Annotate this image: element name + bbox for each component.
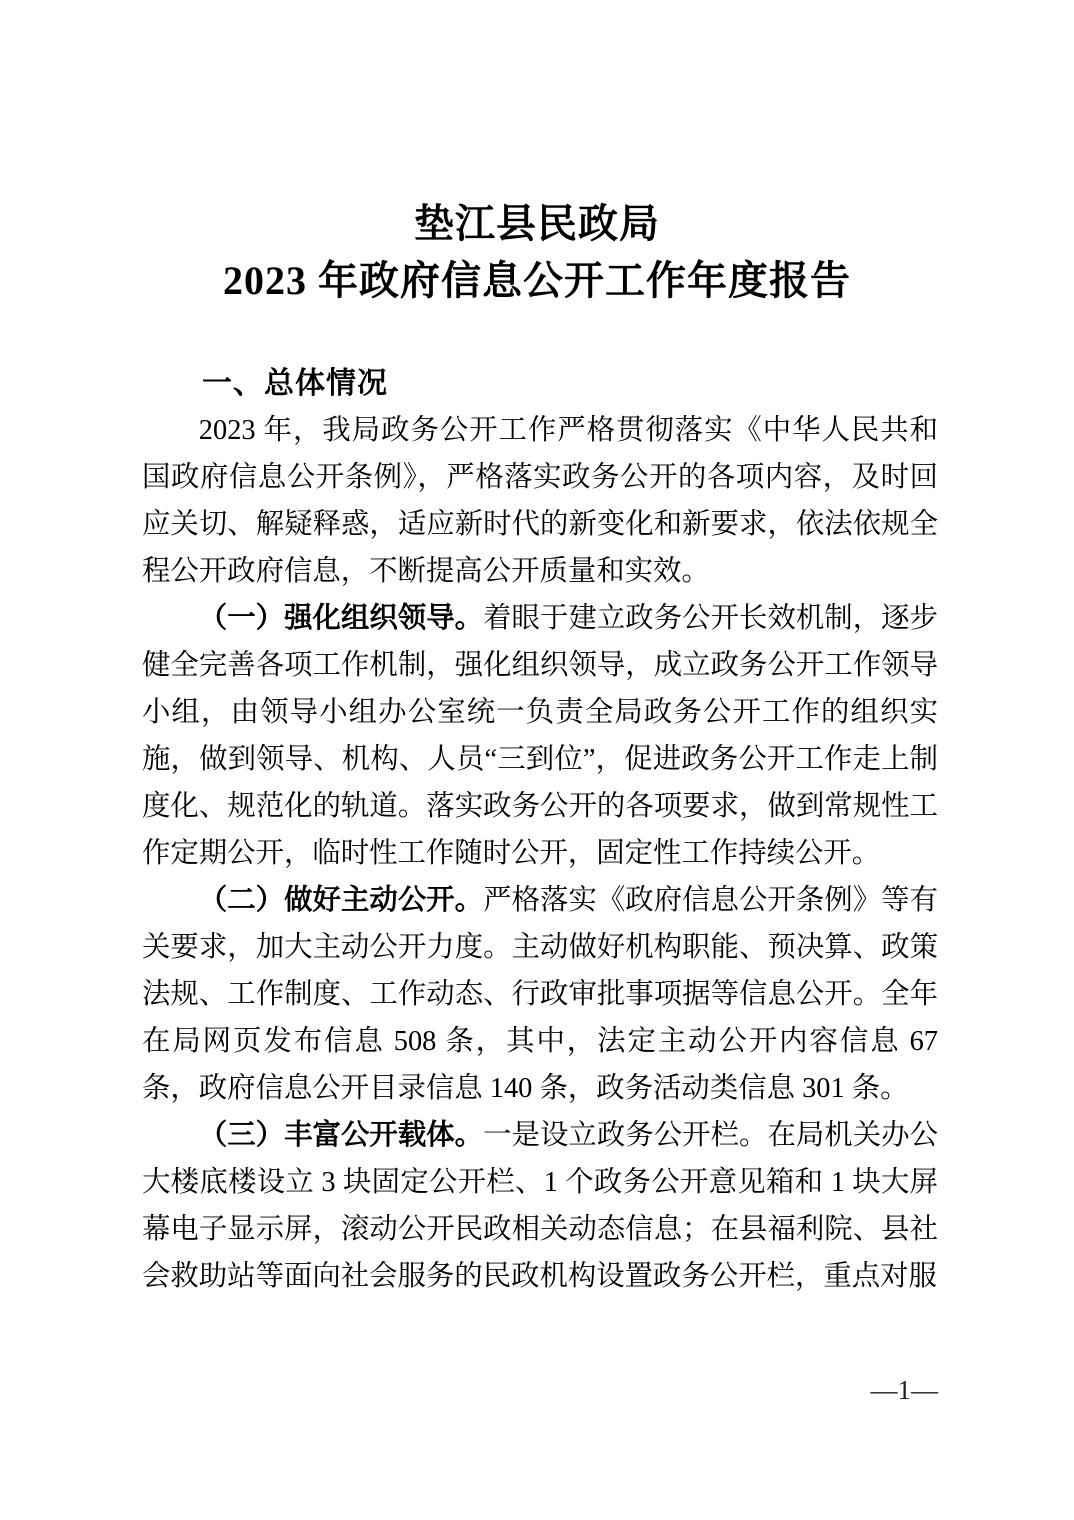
paragraph-lead: （二）做好主动公开。 <box>198 885 484 916</box>
paragraph-disclosure-channels <box>142 1112 938 1300</box>
title-line-1: 垫江县民政局 <box>414 201 660 246</box>
paragraph-overview <box>142 407 938 595</box>
paragraph-lead: （一）强化组织领导。 <box>198 603 484 634</box>
paragraph-proactive-disclosure <box>142 877 938 1112</box>
paragraph-organization <box>142 595 938 877</box>
page-number: —1— <box>870 1375 938 1405</box>
paragraph-text: 严格落实《政府信息公开条例》等有关要求，加大主动公开力度。主动做好机构职能、预决算、政策法规、工作制度、工作动态、行政审批事项据等信息公开。全年在局网页发布信息 508 条，其中，法定主动公开内容信息 67 条，政府信息公开目录信息 140 条，政务活动类信息 301 条。 <box>142 885 938 1104</box>
document-title <box>0 195 1074 309</box>
section-heading: 一、总体情况 <box>202 367 388 400</box>
paragraph-text: 一是设立政务公开栏。在局机关办公大楼底楼设立 3 块固定公开栏、1 个政务公开意见箱和 1 块大屏幕电子显示屏，滚动公开民政相关动态信息；在县福利院、县社会救助站等面向社会服务的民政机构设置政务公开栏，重点对服 <box>142 1120 938 1292</box>
paragraph-text: 着眼于建立政务公开长效机制，逐步健全完善各项工作机制，强化组织领导，成立政务公开工作领导小组，由领导小组办公室统一负责全局政务公开工作的组织实施，做到领导、机构、人员“三到位”，促进政务公开工作走上制度化、规范化的轨道。落实政务公开的各项要求，做到常规性工作定期公开，临时性工作随时公开，固定性工作持续公开。 <box>142 603 938 869</box>
title-line-2: 2023 年政府信息公开工作年度报告 <box>223 258 851 303</box>
paragraph-text: 2023 年，我局政务公开工作严格贯彻落实《中华人民共和国政府信息公开条例》，严格落实政务公开的各项内容，及时回应关切、解疑释惑，适应新时代的新变化和新要求，依法依规全程公开政府信息，不断提高公开质量和实效。 <box>142 415 938 587</box>
paragraph-lead: （三）丰富公开载体。 <box>198 1120 484 1151</box>
document-body <box>142 360 938 1300</box>
